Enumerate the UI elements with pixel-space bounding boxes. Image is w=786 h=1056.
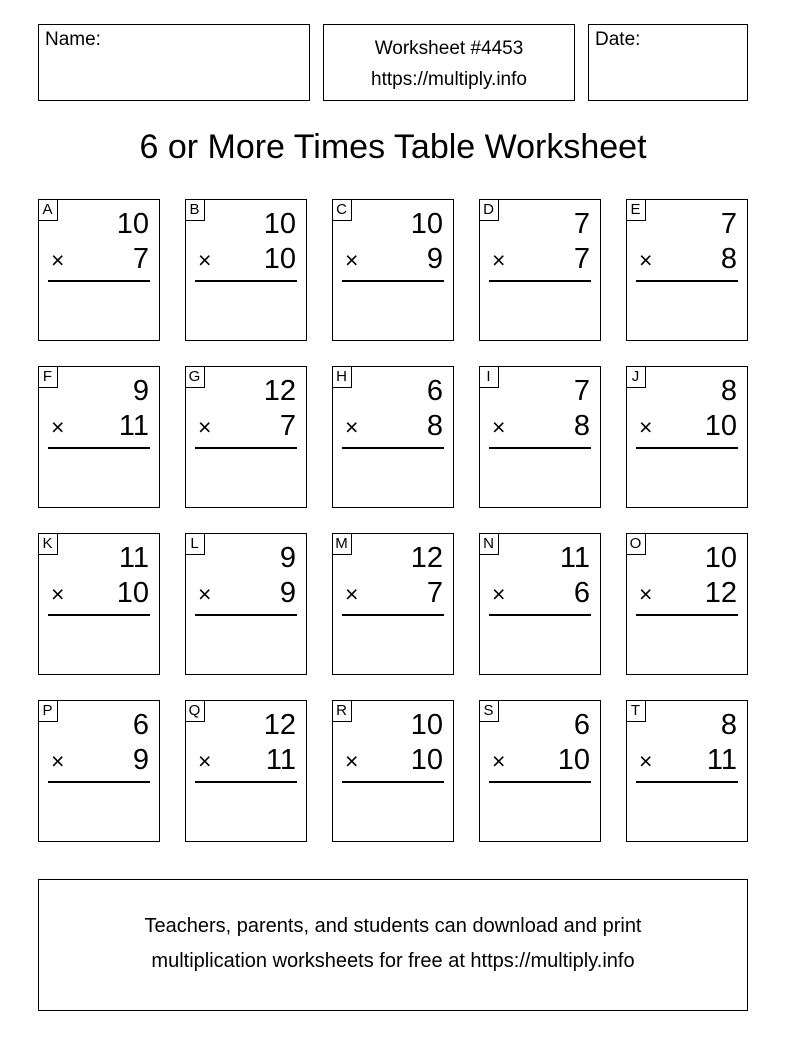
problem-card[interactable]	[185, 533, 307, 675]
multiply-sign-icon: ×	[492, 247, 506, 273]
problem-letter: C	[332, 199, 352, 221]
problem-top-number: 8	[720, 709, 737, 741]
multiply-sign-icon: ×	[345, 581, 359, 607]
problem-top-number: 12	[410, 542, 443, 574]
worksheet-number: Worksheet #4453	[374, 38, 524, 59]
problem-top-number: 12	[263, 375, 296, 407]
problem-bottom-number: 10	[704, 410, 737, 442]
problem-card[interactable]	[38, 533, 160, 675]
footer-box	[38, 879, 748, 1011]
problem-letter: R	[332, 700, 352, 722]
answer-line	[195, 614, 297, 616]
answer-line	[489, 447, 591, 449]
problem-bottom-number: 10	[263, 243, 296, 275]
problem-bottom-number: 7	[573, 243, 590, 275]
problem-letter: E	[626, 199, 646, 221]
answer-line	[636, 447, 738, 449]
problem-top-number: 10	[410, 709, 443, 741]
problem-letter: T	[626, 700, 646, 722]
problem-top-number: 10	[410, 208, 443, 240]
problem-bottom-number: 11	[265, 744, 296, 776]
multiply-sign-icon: ×	[492, 748, 506, 774]
problem-bottom-number: 9	[279, 577, 296, 609]
answer-line	[489, 781, 591, 783]
problem-top-number: 10	[263, 208, 296, 240]
problem-letter: S	[479, 700, 499, 722]
multiply-sign-icon: ×	[345, 414, 359, 440]
answer-line	[48, 614, 150, 616]
answer-line	[489, 614, 591, 616]
problem-bottom-number: 8	[426, 410, 443, 442]
multiply-sign-icon: ×	[345, 247, 359, 273]
answer-line	[636, 614, 738, 616]
problem-top-number: 9	[132, 375, 149, 407]
answer-line	[342, 447, 444, 449]
problem-top-number: 8	[720, 375, 737, 407]
multiply-sign-icon: ×	[51, 748, 65, 774]
problem-card[interactable]	[626, 199, 748, 341]
answer-line	[48, 781, 150, 783]
multiply-sign-icon: ×	[639, 414, 653, 440]
problem-card[interactable]	[479, 533, 601, 675]
problem-top-number: 11	[118, 542, 149, 574]
problem-letter: B	[185, 199, 205, 221]
answer-line	[342, 614, 444, 616]
problem-card[interactable]	[185, 199, 307, 341]
answer-line	[48, 447, 150, 449]
problem-bottom-number: 9	[132, 744, 149, 776]
answer-line	[636, 280, 738, 282]
multiply-sign-icon: ×	[51, 247, 65, 273]
multiply-sign-icon: ×	[198, 748, 212, 774]
answer-line	[342, 280, 444, 282]
problem-letter: N	[479, 533, 499, 555]
multiply-sign-icon: ×	[198, 414, 212, 440]
problem-bottom-number: 11	[118, 410, 149, 442]
problem-card[interactable]	[38, 700, 160, 842]
problem-bottom-number: 7	[132, 243, 149, 275]
problem-top-number: 6	[132, 709, 149, 741]
problem-top-number: 9	[279, 542, 296, 574]
name-label: Name:	[45, 29, 101, 50]
problem-card[interactable]	[185, 366, 307, 508]
problem-top-number: 10	[116, 208, 149, 240]
problem-card[interactable]	[332, 700, 454, 842]
answer-line	[636, 781, 738, 783]
problem-letter: O	[626, 533, 646, 555]
multiply-sign-icon: ×	[492, 414, 506, 440]
problem-card[interactable]	[38, 366, 160, 508]
problem-letter: F	[38, 366, 58, 388]
problem-letter: J	[626, 366, 646, 388]
answer-line	[342, 781, 444, 783]
footer-line-1: Teachers, parents, and students can download and print	[144, 915, 642, 937]
problem-letter: M	[332, 533, 352, 555]
problem-bottom-number: 7	[426, 577, 443, 609]
problem-card[interactable]	[332, 366, 454, 508]
problem-bottom-number: 7	[279, 410, 296, 442]
multiply-sign-icon: ×	[639, 748, 653, 774]
problem-bottom-number: 11	[706, 744, 737, 776]
name-field-box[interactable]	[38, 24, 310, 101]
problem-letter: L	[185, 533, 205, 555]
multiply-sign-icon: ×	[51, 414, 65, 440]
problem-letter: A	[38, 199, 58, 221]
multiply-sign-icon: ×	[198, 581, 212, 607]
problem-top-number: 6	[426, 375, 443, 407]
problem-card[interactable]	[479, 199, 601, 341]
answer-line	[195, 781, 297, 783]
problem-letter: I	[479, 366, 499, 388]
problem-bottom-number: 10	[116, 577, 149, 609]
answer-line	[195, 447, 297, 449]
problem-card[interactable]	[479, 700, 601, 842]
problem-card[interactable]	[38, 199, 160, 341]
multiply-sign-icon: ×	[345, 748, 359, 774]
date-field-box[interactable]	[588, 24, 748, 101]
problem-top-number: 6	[573, 709, 590, 741]
problem-bottom-number: 10	[557, 744, 590, 776]
problem-top-number: 11	[559, 542, 590, 574]
problem-top-number: 7	[720, 208, 737, 240]
problem-letter: K	[38, 533, 58, 555]
problem-bottom-number: 9	[426, 243, 443, 275]
problem-bottom-number: 8	[573, 410, 590, 442]
multiply-sign-icon: ×	[51, 581, 65, 607]
footer-line-2: multiplication worksheets for free at https://multiply.info	[151, 950, 635, 972]
multiply-sign-icon: ×	[639, 581, 653, 607]
answer-line	[489, 280, 591, 282]
date-label: Date:	[595, 29, 641, 50]
problem-bottom-number: 10	[410, 744, 443, 776]
worksheet-url: https://multiply.info	[371, 69, 527, 90]
problem-top-number: 10	[704, 542, 737, 574]
problem-bottom-number: 12	[704, 577, 737, 609]
worksheet-info-box	[323, 24, 575, 101]
problem-card[interactable]	[626, 700, 748, 842]
problem-letter: H	[332, 366, 352, 388]
problem-letter: P	[38, 700, 58, 722]
problem-card[interactable]	[332, 533, 454, 675]
problem-card[interactable]	[185, 700, 307, 842]
problem-top-number: 7	[573, 375, 590, 407]
problem-card[interactable]	[332, 199, 454, 341]
problem-bottom-number: 8	[720, 243, 737, 275]
problem-top-number: 12	[263, 709, 296, 741]
answer-line	[48, 280, 150, 282]
answer-line	[195, 280, 297, 282]
multiply-sign-icon: ×	[198, 247, 212, 273]
problem-bottom-number: 6	[573, 577, 590, 609]
problem-card[interactable]	[626, 533, 748, 675]
problem-letter: D	[479, 199, 499, 221]
problem-card[interactable]	[479, 366, 601, 508]
multiply-sign-icon: ×	[492, 581, 506, 607]
multiply-sign-icon: ×	[639, 247, 653, 273]
problem-top-number: 7	[573, 208, 590, 240]
problem-letter: G	[185, 366, 205, 388]
problem-card[interactable]	[626, 366, 748, 508]
problem-letter: Q	[185, 700, 205, 722]
worksheet-title: 6 or More Times Table Worksheet	[139, 128, 647, 166]
